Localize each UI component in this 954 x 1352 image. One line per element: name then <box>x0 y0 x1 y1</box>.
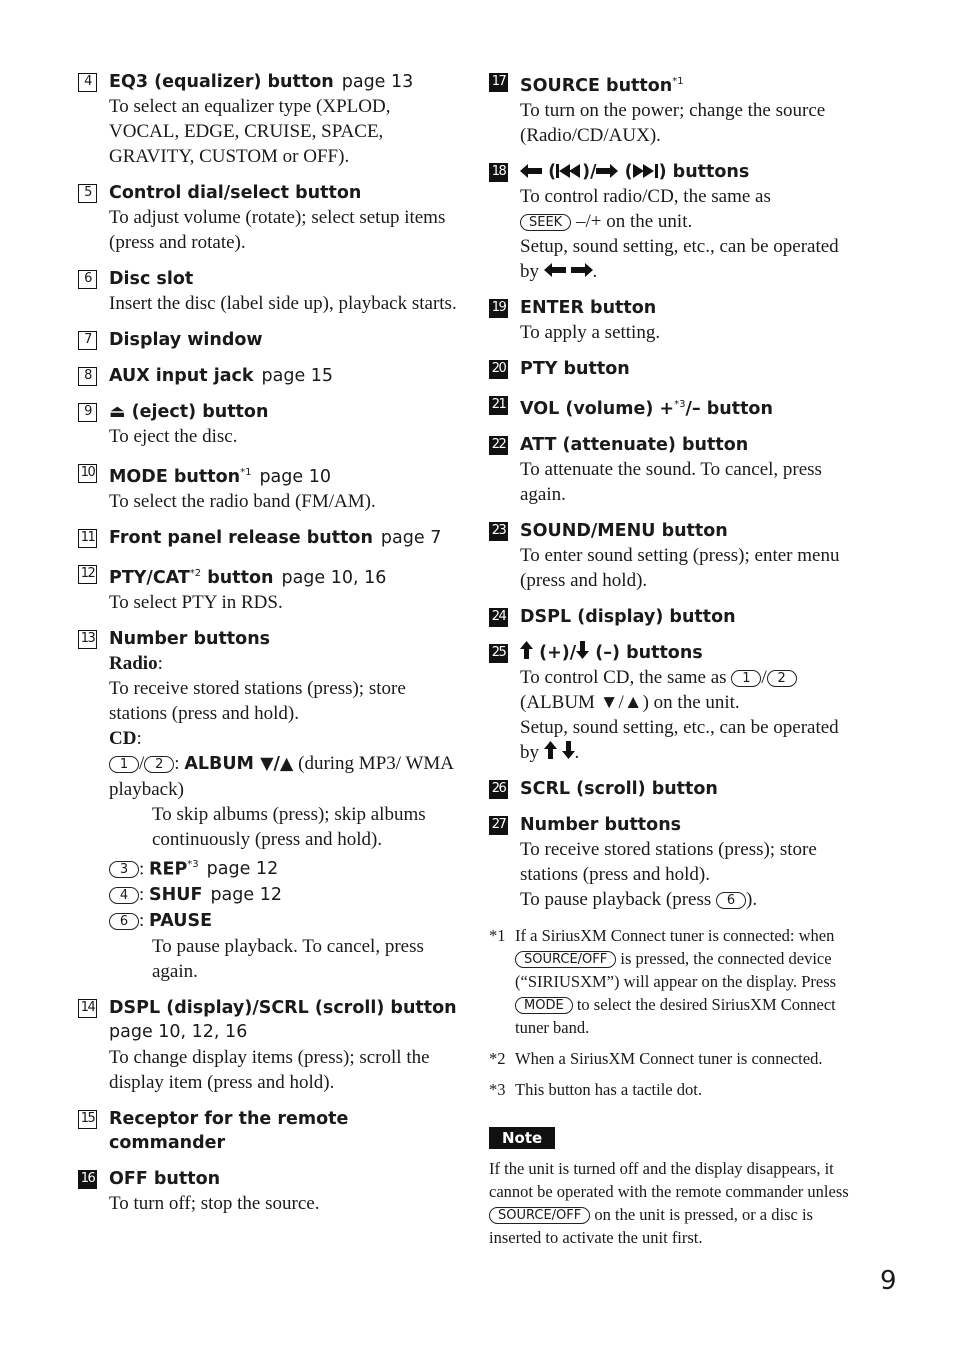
item-title: Number buttons <box>520 814 682 835</box>
page-ref: page 10, 16 <box>281 567 387 588</box>
item-title: DSPL (display)/SCRL (scroll) button <box>109 997 457 1018</box>
footnote-text: When a SiriusXM Connect tuner is connected. <box>515 1048 823 1068</box>
item-number: 16 <box>78 1170 97 1189</box>
item-title: EQ3 (equalizer) button <box>109 72 334 92</box>
item-desc: –/+ on the unit. <box>575 210 693 232</box>
item-desc: To select PTY in RDS. <box>109 591 283 613</box>
item-10 <box>78 461 458 514</box>
item-title: Number buttons <box>109 628 271 649</box>
note-text: on the unit is pressed, or a disc is inserted to activate the unit first. <box>489 1204 813 1247</box>
item-16 <box>78 1167 458 1216</box>
item-title: SCRL (scroll) button <box>520 778 718 799</box>
radio-desc: To receive stored stations (press); store stations (press and hold). <box>109 677 406 724</box>
item-desc: To control CD, the same as <box>520 666 727 688</box>
item-title: AUX input jack <box>109 366 254 386</box>
eject-icon: ⏏ <box>109 402 126 422</box>
footnote-mark: *3 <box>187 858 199 870</box>
item-desc: To change display items (press); scroll the display item (press and hold). <box>109 1046 430 1093</box>
item-number: 27 <box>489 816 508 835</box>
footnote-mark: *1 <box>240 467 252 478</box>
item-title: Disc slot <box>109 269 194 289</box>
item-number: 15 <box>78 1110 97 1129</box>
item-13: 13 Number buttons Radio: To receive stored stations (press); store stations (press and hold). CD: 1 / 2 : ALBUM ▼/▲ (during MP3/ WMA playback) To skip albums (press); skip albums continuously (press and hold). 3 : REP$^{*3}$ page 12 4 : SHUF page 12 6 : PAUSE To pause playback. To cancel, press again. <box>78 627 458 984</box>
page-ref: page 10 <box>259 466 331 487</box>
item-4 <box>78 70 458 169</box>
button-1-symbol: 1 <box>731 670 761 687</box>
left-column <box>78 70 458 1228</box>
up-arrow-icon <box>520 641 533 659</box>
item-7 <box>78 328 458 352</box>
footnote-text: is pressed, the connected device (“SIRIUSXM”) will appear on the display. Press <box>515 948 837 991</box>
prev-track-icon <box>556 164 582 178</box>
item-23 <box>489 519 861 593</box>
down-arrow-icon <box>562 741 575 759</box>
album-note: (during MP3/ WMA playback) <box>109 752 453 800</box>
item-number: 8 <box>78 367 97 386</box>
source-off-button-symbol: SOURCE/OFF <box>489 1207 590 1224</box>
item-desc: Setup, sound setting, etc., can be operated by <box>520 235 839 282</box>
page-ref: page 13 <box>341 72 414 92</box>
page-ref: page 12 <box>210 884 282 905</box>
page-ref: page 12 <box>206 858 279 879</box>
item-number: 22 <box>489 436 508 455</box>
footnotes <box>489 924 861 1101</box>
item-title: PTY/CAT <box>109 567 190 588</box>
item-number: 13 <box>78 630 97 649</box>
pause-label: PAUSE <box>149 910 213 931</box>
next-track-icon <box>633 164 659 178</box>
item-title: ATT (attenuate) button <box>520 434 749 455</box>
item-number: 25 <box>489 644 508 663</box>
item-number: 17 <box>489 73 508 92</box>
button-2-symbol: 2 <box>144 756 174 773</box>
item-title: (+)/ <box>539 642 577 663</box>
item-number: 6 <box>78 270 97 289</box>
footnote-mark: *1 <box>672 76 684 87</box>
item-number: 21 <box>489 396 508 415</box>
left-arrow-icon <box>544 263 566 277</box>
paren-open: ( <box>624 161 633 182</box>
footnote <box>489 1078 861 1101</box>
down-arrow-icon <box>576 641 589 659</box>
item-desc: To attenuate the sound. To cancel, press again. <box>520 458 822 505</box>
item-number: 7 <box>78 331 97 350</box>
footnote <box>489 1047 861 1070</box>
item-desc: To turn off; stop the source. <box>109 1192 320 1214</box>
item-9 <box>78 400 458 449</box>
item-desc-end: ). <box>746 888 758 910</box>
seek-button-symbol: SEEK <box>520 214 571 231</box>
page-ref: page 15 <box>261 366 334 386</box>
right-arrow-icon <box>571 263 593 277</box>
item-title: MODE button <box>109 466 241 487</box>
shuf-label: SHUF <box>149 884 203 905</box>
album-label: ALBUM ▼/▲ <box>184 753 294 774</box>
item-21 <box>489 393 861 421</box>
footnote-mark: *2 <box>489 1048 506 1068</box>
paren-open: ( <box>548 161 557 182</box>
button-4-symbol: 4 <box>109 887 139 904</box>
item-24 <box>489 605 861 629</box>
seek-left-arrow-icon <box>520 164 542 178</box>
item-11 <box>78 526 458 550</box>
item-desc: To select the radio band (FM/AM). <box>109 490 376 512</box>
page-number: 9 <box>880 1266 897 1296</box>
footnote-mark: *3 <box>489 1079 506 1099</box>
right-column <box>489 70 861 1249</box>
page-ref: page 10, 12, 16 <box>109 1021 248 1042</box>
item-25: 25 (+)/ (–) buttons To control CD, the same as 1 / 2 (ALBUM ▼/▲) on the unit. Setup, sound setting, etc., can be operated by . <box>489 641 861 765</box>
item-number: 24 <box>489 608 508 627</box>
footnote-text: If a SiriusXM Connect tuner is connected: when <box>515 925 835 945</box>
mode-button-symbol: MODE <box>515 997 573 1014</box>
item-20 <box>489 357 861 381</box>
item-number: 10 <box>78 464 97 483</box>
item-desc: To pause playback (press <box>520 888 712 910</box>
source-off-button-symbol: SOURCE/OFF <box>515 951 616 968</box>
item-title: Display window <box>109 330 263 350</box>
footnote <box>489 924 861 1039</box>
item-26 <box>489 777 861 801</box>
item-title: Front panel release button <box>109 527 373 548</box>
item-desc: Insert the disc (label side up), playback starts. <box>109 293 457 314</box>
note-section <box>489 1109 861 1249</box>
item-title: OFF button <box>109 1168 221 1189</box>
item-number: 18 <box>489 163 508 182</box>
footnote-mark: *2 <box>189 567 202 579</box>
item-title-after: button <box>207 567 274 588</box>
item-number: 26 <box>489 780 508 799</box>
item-number: 14 <box>78 999 97 1018</box>
item-title: VOL (volume) + <box>520 398 675 419</box>
item-title: Receptor for the remote commander <box>109 1108 349 1153</box>
item-27 <box>489 813 861 912</box>
buttons-label: ) buttons <box>658 161 750 182</box>
item-desc: Setup, sound setting, etc., can be operated by <box>520 716 839 763</box>
item-number: 23 <box>489 522 508 541</box>
cd-label: CD <box>109 727 137 749</box>
item-number: 4 <box>78 73 97 92</box>
item-desc: To control radio/CD, the same as <box>520 185 771 207</box>
button-3-symbol: 3 <box>109 861 139 878</box>
item-number: 11 <box>78 529 97 548</box>
separator: )/ <box>582 161 597 182</box>
item-number: 9 <box>78 403 97 422</box>
item-8 <box>78 364 458 388</box>
up-arrow-icon <box>544 741 557 759</box>
item-title: PTY button <box>520 358 630 379</box>
item-14 <box>78 996 458 1095</box>
page-ref: page 7 <box>380 527 442 548</box>
seek-right-arrow-icon <box>596 164 618 178</box>
footnote-mark: *1 <box>489 925 506 945</box>
button-2-symbol: 2 <box>767 670 797 687</box>
item-desc: To eject the disc. <box>109 426 238 447</box>
item-desc: (ALBUM ▼/▲) on the unit. <box>520 691 740 713</box>
item-desc: To adjust volume (rotate); select setup items (press and rotate). <box>109 207 446 253</box>
item-title: SOURCE button <box>520 75 673 96</box>
button-6-symbol: 6 <box>109 913 139 930</box>
item-title-after: (–) buttons <box>595 642 703 663</box>
item-19 <box>489 296 861 345</box>
footnote-text: This button has a tactile dot. <box>515 1079 702 1099</box>
button-6-symbol: 6 <box>716 892 746 909</box>
item-title: ENTER button <box>520 297 657 318</box>
album-desc: To skip albums (press); skip albums continuously (press and hold). <box>152 803 426 850</box>
item-6 <box>78 267 458 316</box>
rep-label: REP <box>149 858 188 879</box>
item-number: 19 <box>489 299 508 318</box>
item-number: 12 <box>78 565 97 584</box>
footnote-text: to select the desired SiriusXM Connect tuner band. <box>515 994 836 1037</box>
item-17 <box>489 70 861 148</box>
item-title: SOUND/MENU button <box>520 520 728 541</box>
item-title: (eject) button <box>131 402 269 422</box>
item-number: 20 <box>489 360 508 379</box>
item-22 <box>489 433 861 507</box>
item-desc: To enter sound setting (press); enter menu (press and hold). <box>520 544 840 591</box>
item-desc: To receive stored stations (press); store stations (press and hold). <box>520 838 817 885</box>
item-desc: To turn on the power; change the source (Radio/CD/AUX). <box>520 99 826 146</box>
radio-label: Radio <box>109 652 158 674</box>
note-text: If the unit is turned off and the display disappears, it cannot be operated with the remote commander unless <box>489 1158 849 1201</box>
pause-desc: To pause playback. To cancel, press again. <box>152 935 424 982</box>
item-title: DSPL (display) button <box>520 606 736 627</box>
item-desc: To apply a setting. <box>520 321 661 343</box>
note-label: Note <box>489 1127 555 1149</box>
button-1-symbol: 1 <box>109 756 139 773</box>
item-5 <box>78 181 458 255</box>
item-title-after: /– button <box>685 398 773 419</box>
item-18: 18 ( )/ ( ) buttons To control radio/CD, the same as SEEK –/+ on the unit. Setup, sound setting, etc., can be operated by . <box>489 160 861 284</box>
item-15 <box>78 1107 458 1155</box>
footnote-mark: *3 <box>674 398 686 410</box>
item-title: Control dial/select button <box>109 183 362 203</box>
item-desc: To select an equalizer type (XPLOD, VOCAL, EDGE, CRUISE, SPACE, GRAVITY, CUSTOM or OFF). <box>109 96 391 167</box>
item-12 <box>78 562 458 615</box>
item-number: 5 <box>78 184 97 203</box>
